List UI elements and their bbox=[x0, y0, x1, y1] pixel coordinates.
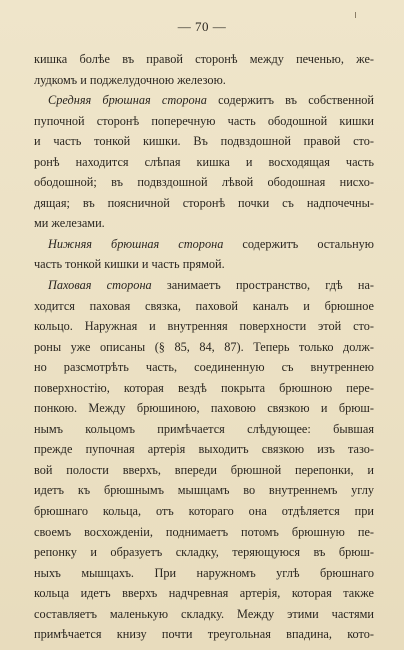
text-segment: ронѣ находится слѣпая кишка и восходящая часть bbox=[34, 154, 374, 169]
text-segment: ми железами. bbox=[34, 216, 105, 231]
text-line bbox=[34, 378, 374, 399]
text-line bbox=[34, 460, 374, 481]
text-line bbox=[34, 131, 374, 152]
text-segment: роны уже описаны (§ 85, 84, 87). Теперь только долж- bbox=[34, 339, 374, 354]
text-segment: составляетъ маленькую складку. Между этими частями bbox=[34, 606, 374, 621]
text-segment: нымъ кольцомъ примѣчается слѣдующее: бывшая bbox=[34, 421, 374, 436]
text-line bbox=[34, 172, 374, 193]
text-segment: содержитъ въ собственной bbox=[206, 93, 374, 108]
italic-heading: Паховая сторона bbox=[48, 278, 152, 293]
text-line bbox=[34, 604, 374, 625]
text-segment: прежде пупочная артерія выходитъ связкою изъ тазо- bbox=[34, 442, 374, 457]
text-segment: поверхностію, которая вездѣ покрыта брюшною пере- bbox=[34, 380, 374, 395]
text-segment: дящая; въ поясничной сторонѣ почки съ надпочечны- bbox=[34, 195, 374, 210]
text-line bbox=[34, 563, 374, 584]
text-line bbox=[34, 111, 374, 132]
text-line bbox=[34, 234, 374, 255]
text-line bbox=[34, 316, 374, 337]
text-line bbox=[34, 49, 374, 70]
text-segment: часть тонкой кишки и часть прямой. bbox=[34, 257, 225, 272]
page-number-header: — 70 — bbox=[177, 19, 227, 34]
text-segment: репонку и образуетъ складку, теряющуюся въ брюш- bbox=[34, 545, 374, 560]
text-segment: лудкомъ и поджелудочною железою. bbox=[34, 72, 226, 87]
text-line bbox=[34, 275, 374, 296]
text-segment: но разсмотрѣть часть, соединенную съ внутреннею bbox=[34, 360, 374, 375]
text-segment: ныхъ мышцахъ. При наружномъ углѣ брюшнаго bbox=[34, 565, 374, 580]
text-line bbox=[34, 70, 374, 91]
text-segment: брюшнаго кольца, отъ котораго она отдѣляется при bbox=[34, 504, 374, 519]
text-line bbox=[34, 542, 374, 563]
text-line bbox=[34, 193, 374, 214]
text-line bbox=[34, 357, 374, 378]
text-segment: кольцо. Наружная и внутренняя поверхности этой сто- bbox=[34, 319, 374, 334]
text-segment: своемъ восхожденіи, поднимаетъ потомъ брюшную пе- bbox=[34, 524, 374, 539]
text-line bbox=[34, 624, 374, 645]
text-line bbox=[34, 398, 374, 419]
italic-heading: Средняя брюшная сторона bbox=[48, 93, 207, 108]
text-segment: кишка болѣе въ правой сторонѣ между печенью, же- bbox=[34, 52, 374, 66]
text-line bbox=[34, 213, 374, 234]
text-segment: содержитъ остальную bbox=[223, 236, 374, 251]
page-speck bbox=[355, 12, 356, 18]
text-line bbox=[34, 254, 374, 275]
text-line bbox=[34, 337, 374, 358]
text-segment: ходится паховая связка, паховой каналъ и брюшное bbox=[34, 298, 374, 313]
body-text bbox=[34, 49, 374, 645]
text-line bbox=[34, 152, 374, 173]
text-segment: пупочной сторонѣ поперечную часть ободошной кишки bbox=[34, 113, 374, 128]
text-segment: занимаетъ пространство, гдѣ на- bbox=[151, 278, 375, 293]
text-segment: понкою. Между брюшиною, паховою связкою и брюш- bbox=[34, 401, 374, 416]
text-segment: примѣчается книзу почти треугольная впадина, кото- bbox=[34, 627, 374, 642]
text-line bbox=[34, 419, 374, 440]
text-line bbox=[34, 296, 374, 317]
text-segment: кольца идетъ вверхъ надчревная артерія, которая также bbox=[34, 586, 374, 601]
text-segment: и часть тонкой кишки. Въ подвздошной правой сто- bbox=[34, 134, 374, 149]
italic-heading: Нижняя брюшная сторона bbox=[48, 236, 224, 251]
text-line bbox=[34, 583, 374, 604]
text-line bbox=[34, 522, 374, 543]
text-line bbox=[34, 501, 374, 522]
text-segment: идетъ къ брюшнымъ мышцамъ во внутреннемъ углу bbox=[34, 483, 374, 498]
text-segment: ободошной; въ подвздошной лѣвой ободошная нисхо- bbox=[34, 175, 374, 190]
text-segment: вой полости вверхъ, впереди брюшной перепонки, и bbox=[34, 462, 374, 477]
text-line bbox=[34, 480, 374, 501]
text-line bbox=[34, 439, 374, 460]
text-line bbox=[34, 90, 374, 111]
